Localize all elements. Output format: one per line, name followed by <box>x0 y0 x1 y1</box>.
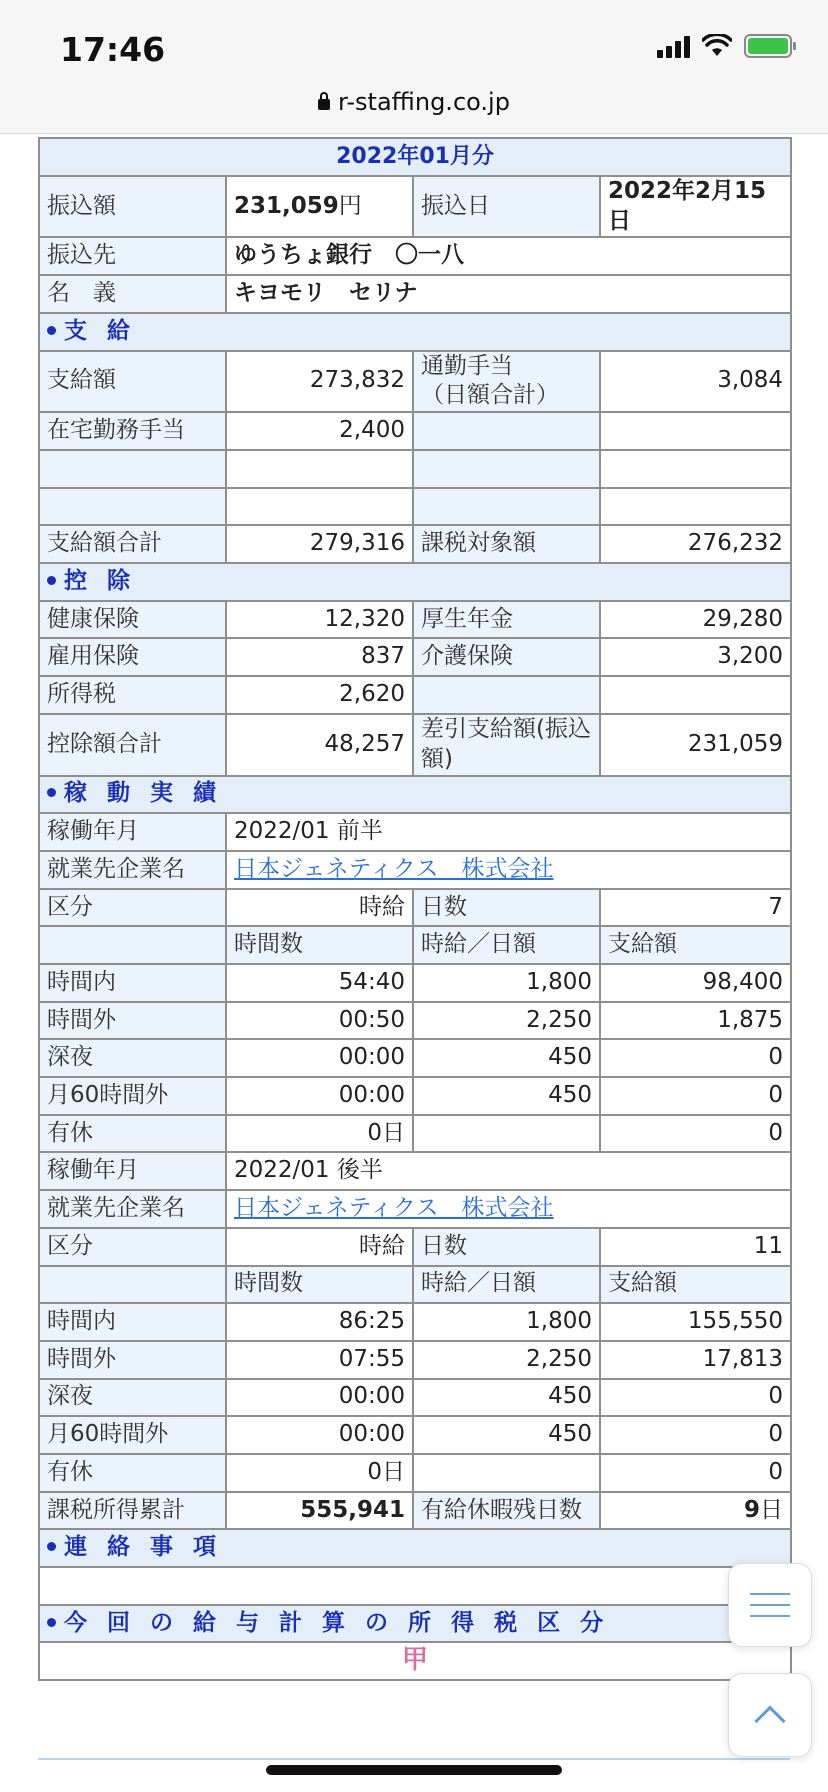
row-label: 時間外 <box>39 1341 226 1379</box>
row-pay: 1,875 <box>600 1002 791 1040</box>
row-hours: 86:25 <box>226 1303 413 1341</box>
empty-cell <box>600 676 791 714</box>
account-name-label: 名 義 <box>39 275 226 313</box>
table-row <box>39 1341 791 1379</box>
row-label: 時間内 <box>39 964 226 1002</box>
transfer-amount-unit: 円 <box>338 192 362 219</box>
row-rate: 450 <box>413 1077 600 1115</box>
days-value: 7 <box>600 889 791 927</box>
pension-value: 29,280 <box>600 601 791 639</box>
income-tax-label: 所得税 <box>39 676 226 714</box>
notes-body <box>39 1567 791 1605</box>
deduction-total-label: 控除額合計 <box>39 714 226 776</box>
payslip-table <box>38 137 792 1681</box>
commute-value: 3,084 <box>600 351 791 413</box>
bullet-icon <box>47 788 56 797</box>
row-pay: 155,550 <box>600 1303 791 1341</box>
row-label: 深夜 <box>39 1379 226 1417</box>
work-month-value: 2022/01 前半 <box>226 813 791 851</box>
table-row <box>39 1379 791 1417</box>
cellular-signal-icon <box>657 34 690 58</box>
row-rate: 450 <box>413 1039 600 1077</box>
row-pay: 0 <box>600 1039 791 1077</box>
pay-label: 支給額 <box>39 351 226 413</box>
bullet-icon <box>47 1618 56 1627</box>
commute-label: 通勤手当 （日額合計） <box>413 351 600 413</box>
empty-cell <box>39 450 226 488</box>
row-pay: 98,400 <box>600 964 791 1002</box>
table-row <box>39 1002 791 1040</box>
transfer-date-value: 2022年2月15日 <box>600 176 791 238</box>
table-row <box>39 1115 791 1153</box>
pay-total-label: 支給額合計 <box>39 525 226 563</box>
health-insurance-value: 12,320 <box>226 601 413 639</box>
bullet-icon <box>47 326 56 335</box>
company-link[interactable]: 日本ジェネティクス 株式会社 <box>234 1195 554 1222</box>
company-link[interactable]: 日本ジェネティクス 株式会社 <box>234 855 554 882</box>
section-deduction: 控 除 <box>39 563 791 601</box>
table-row <box>39 1454 791 1492</box>
days-label: 日数 <box>413 1228 600 1266</box>
company-label: 就業先企業名 <box>39 1190 226 1228</box>
empty-cell <box>413 1115 600 1153</box>
bullet-icon <box>47 576 56 585</box>
paid-leave-remaining-label: 有給休暇残日数 <box>413 1492 600 1530</box>
remote-allowance-value: 2,400 <box>226 412 413 450</box>
row-hours: 00:00 <box>226 1077 413 1115</box>
paid-leave-remaining-unit: 日 <box>760 1496 784 1523</box>
work-month-label: 稼働年月 <box>39 813 226 851</box>
browser-chrome <box>0 0 828 134</box>
col-rate-header: 時給／日額 <box>413 926 600 964</box>
url-bar[interactable] <box>0 88 828 116</box>
divider <box>38 1758 790 1760</box>
paid-leave-remaining <box>600 1492 791 1530</box>
transfer-date-label: 振込日 <box>413 176 600 238</box>
empty-cell <box>600 488 791 526</box>
taxable-value: 276,232 <box>600 525 791 563</box>
days-label: 日数 <box>413 889 600 927</box>
taxable-label: 課税対象額 <box>413 525 600 563</box>
leave-days: 0日 <box>226 1115 413 1153</box>
company-label: 就業先企業名 <box>39 851 226 889</box>
empty-cell <box>39 488 226 526</box>
home-indicator[interactable] <box>266 1765 562 1775</box>
period-title: 2022年01月分 <box>39 138 791 176</box>
pay-value: 273,832 <box>226 351 413 413</box>
row-pay: 0 <box>600 1416 791 1454</box>
kubun-label: 区分 <box>39 1228 226 1266</box>
col-hours-header: 時間数 <box>226 926 413 964</box>
work-month-value: 2022/01 後半 <box>226 1152 791 1190</box>
bullet-icon <box>47 1542 56 1551</box>
section-notes: 連 絡 事 項 <box>39 1529 791 1567</box>
row-label: 月60時間外 <box>39 1077 226 1115</box>
leave-days: 0日 <box>226 1454 413 1492</box>
row-rate: 450 <box>413 1379 600 1417</box>
chevron-up-icon <box>754 1705 785 1736</box>
employment-insurance-label: 雇用保険 <box>39 638 226 676</box>
row-label: 月60時間外 <box>39 1416 226 1454</box>
company-cell <box>226 1190 791 1228</box>
net-pay-label: 差引支給額(振込額) <box>413 714 600 776</box>
net-pay-value: 231,059 <box>600 714 791 776</box>
row-rate: 1,800 <box>413 1303 600 1341</box>
care-insurance-label: 介護保険 <box>413 638 600 676</box>
health-insurance-label: 健康保険 <box>39 601 226 639</box>
section-work-record: 稼 動 実 績 <box>39 776 791 814</box>
lock-icon <box>318 99 330 110</box>
company-cell <box>226 851 791 889</box>
empty-cell <box>413 450 600 488</box>
payslip <box>38 137 790 1681</box>
col-pay-header: 支給額 <box>600 1266 791 1304</box>
deduction-total-value: 48,257 <box>226 714 413 776</box>
status-time: 17:46 <box>60 30 166 69</box>
leave-label: 有休 <box>39 1115 226 1153</box>
row-rate: 1,800 <box>413 964 600 1002</box>
table-row <box>39 1077 791 1115</box>
battery-icon <box>744 34 792 58</box>
pension-label: 厚生年金 <box>413 601 600 639</box>
transfer-dest-value: ゆうちょ銀行 〇一八 <box>226 237 791 275</box>
row-label: 時間外 <box>39 1002 226 1040</box>
transfer-amount-value: 231,059 <box>234 192 339 219</box>
cumulative-income-value: 555,941 <box>226 1492 413 1530</box>
account-name-value: キヨモリ セリナ <box>226 275 791 313</box>
tax-class-value: 甲 <box>39 1642 791 1680</box>
leave-label: 有休 <box>39 1454 226 1492</box>
row-hours: 00:50 <box>226 1002 413 1040</box>
row-hours: 00:00 <box>226 1039 413 1077</box>
care-insurance-value: 3,200 <box>600 638 791 676</box>
row-label: 時間内 <box>39 1303 226 1341</box>
scroll-top-button[interactable] <box>728 1673 812 1757</box>
status-icons <box>657 34 792 58</box>
transfer-dest-label: 振込先 <box>39 237 226 275</box>
section-payment: 支 給 <box>39 313 791 351</box>
empty-cell <box>226 450 413 488</box>
table-row <box>39 964 791 1002</box>
work-month-label: 稼働年月 <box>39 1152 226 1190</box>
section-tax-class: 今 回 の 給 与 計 算 の 所 得 税 区 分 <box>39 1605 791 1643</box>
transfer-amount <box>226 176 413 238</box>
empty-cell <box>39 1266 226 1304</box>
paid-leave-remaining-value: 9 <box>744 1496 761 1523</box>
row-hours: 00:00 <box>226 1379 413 1417</box>
col-pay-header: 支給額 <box>600 926 791 964</box>
leave-pay: 0 <box>600 1115 791 1153</box>
remote-allowance-label: 在宅勤務手当 <box>39 412 226 450</box>
employment-insurance-value: 837 <box>226 638 413 676</box>
cumulative-income-label: 課税所得累計 <box>39 1492 226 1530</box>
row-label: 深夜 <box>39 1039 226 1077</box>
empty-cell <box>413 1454 600 1492</box>
row-rate: 2,250 <box>413 1341 600 1379</box>
pay-total-value: 279,316 <box>226 525 413 563</box>
menu-icon <box>750 1593 790 1595</box>
empty-cell <box>413 488 600 526</box>
kubun-value: 時給 <box>226 889 413 927</box>
empty-cell <box>600 450 791 488</box>
transfer-amount-label: 振込額 <box>39 176 226 238</box>
row-pay: 0 <box>600 1379 791 1417</box>
income-tax-value: 2,620 <box>226 676 413 714</box>
col-hours-header: 時間数 <box>226 1266 413 1304</box>
row-rate: 2,250 <box>413 1002 600 1040</box>
days-value: 11 <box>600 1228 791 1266</box>
leave-pay: 0 <box>600 1454 791 1492</box>
row-hours: 54:40 <box>226 964 413 1002</box>
row-rate: 450 <box>413 1416 600 1454</box>
kubun-label: 区分 <box>39 889 226 927</box>
table-row <box>39 1039 791 1077</box>
wifi-icon <box>702 34 732 58</box>
row-pay: 17,813 <box>600 1341 791 1379</box>
table-row <box>39 1303 791 1341</box>
url-text: r-staffing.co.jp <box>338 88 510 116</box>
empty-cell <box>600 412 791 450</box>
menu-button[interactable] <box>728 1563 812 1647</box>
empty-cell <box>226 488 413 526</box>
empty-cell <box>413 412 600 450</box>
empty-cell <box>39 926 226 964</box>
row-hours: 00:00 <box>226 1416 413 1454</box>
col-rate-header: 時給／日額 <box>413 1266 600 1304</box>
empty-cell <box>413 676 600 714</box>
table-row <box>39 1416 791 1454</box>
kubun-value: 時給 <box>226 1228 413 1266</box>
row-pay: 0 <box>600 1077 791 1115</box>
row-hours: 07:55 <box>226 1341 413 1379</box>
